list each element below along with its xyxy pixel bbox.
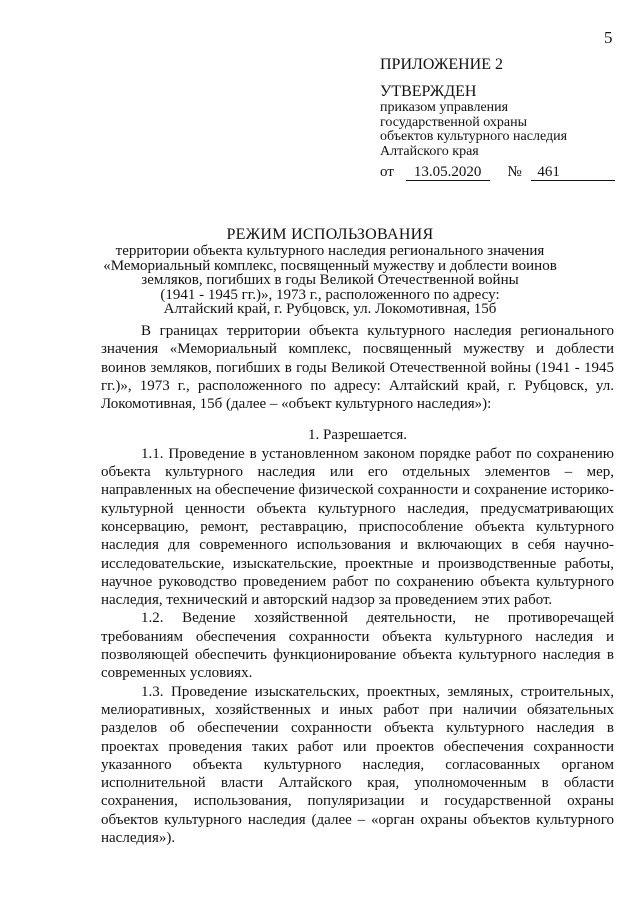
document-title-block bbox=[90, 226, 570, 317]
document-title: РЕЖИМ ИСПОЛЬЗОВАНИЯ bbox=[226, 226, 434, 243]
page-number: 5 bbox=[604, 28, 613, 47]
order-date: 13.05.2020 bbox=[406, 164, 490, 181]
approval-stamp-block bbox=[380, 55, 620, 181]
paragraph-1-1: 1.1. Проведение в установленном законом порядке работ по сохранению объекта культурного наследия или его отдельных элементов – мер, направленных на обеспечение физической сохранности и сохранение историко-культурной ценности объекта культурного наследия, предусматривающих консервацию, ремонт, реставрацию, приспособление объекта культурного наследия для современного использования и включающих в себя научно-исследовательские, изыскательские, проектные и производственные работы, научное руководство проведением работ по сохранению объекта культурного наследия, технический и авторский надзор за проведением этих работ. bbox=[101, 445, 614, 609]
paragraph-1-2: 1.2. Ведение хозяйственной деятельности, не противоречащей требованиям обеспечения сохранности объекта культурного наследия и позволяющей обеспечить функционирование объекта культурного наследия в современных условиях. bbox=[101, 610, 614, 682]
document-body bbox=[101, 322, 614, 847]
order-line: государственной охраны bbox=[380, 114, 528, 130]
order-date-number-line bbox=[380, 163, 620, 181]
date-prefix: от bbox=[380, 164, 394, 180]
number-prefix: № bbox=[507, 164, 522, 180]
order-line: объектов культурного наследия bbox=[380, 129, 568, 144]
title-line: Алтайский край, г. Рубцовск, ул. Локомотивная, 15б bbox=[163, 301, 497, 317]
intro-paragraph: В границах территории объекта культурного наследия регионального значения «Мемориальный комплекс, посвященный мужеству и доблести воинов земляков, погибших в годы Великой Отечественной войны (1941 - 1945 гг.)», 1973 г., расположенного по адресу: Алтайский край, г. Рубцовск, ул. Локомотивная, 15б (далее – «объект культурного наследия»): bbox=[101, 323, 614, 413]
approved-label: УТВЕРЖДЕН bbox=[380, 83, 477, 100]
title-line: территории объекта культурного наследия регионального значения bbox=[115, 243, 545, 259]
appendix-label: ПРИЛОЖЕНИЕ 2 bbox=[380, 56, 504, 73]
order-line: Алтайского края bbox=[380, 143, 479, 159]
title-line: (1941 - 1945 гг.)», 1973 г., расположенного по адресу: bbox=[160, 286, 500, 303]
paragraph-1-3: 1.3. Проведение изыскательских, проектных, земляных, строительных, мелиоративных, хозяйственных и иных работ при наличии обязательных разделов об обеспечении сохранности объекта культурного наследия в проектах проведения таких работ или проектов обеспечения сохранности указанного объекта культурного наследия, согласованных органом исполнительной власти Алтайского края, уполномоченным в области сохранения, использования, популяризации и государственной охраны объектов культурного наследия (далее – «орган охраны объектов культурного наследия»). bbox=[101, 683, 614, 847]
section-heading-allowed: 1. Разрешается. bbox=[308, 427, 407, 444]
order-number: 461 bbox=[531, 164, 615, 181]
title-line: земляков, погибших в годы Великой Отечественной войны bbox=[141, 272, 519, 288]
order-line: приказом управления bbox=[380, 100, 509, 115]
title-line: «Мемориальный комплекс, посвященный мужеству и доблести воинов bbox=[103, 257, 557, 274]
